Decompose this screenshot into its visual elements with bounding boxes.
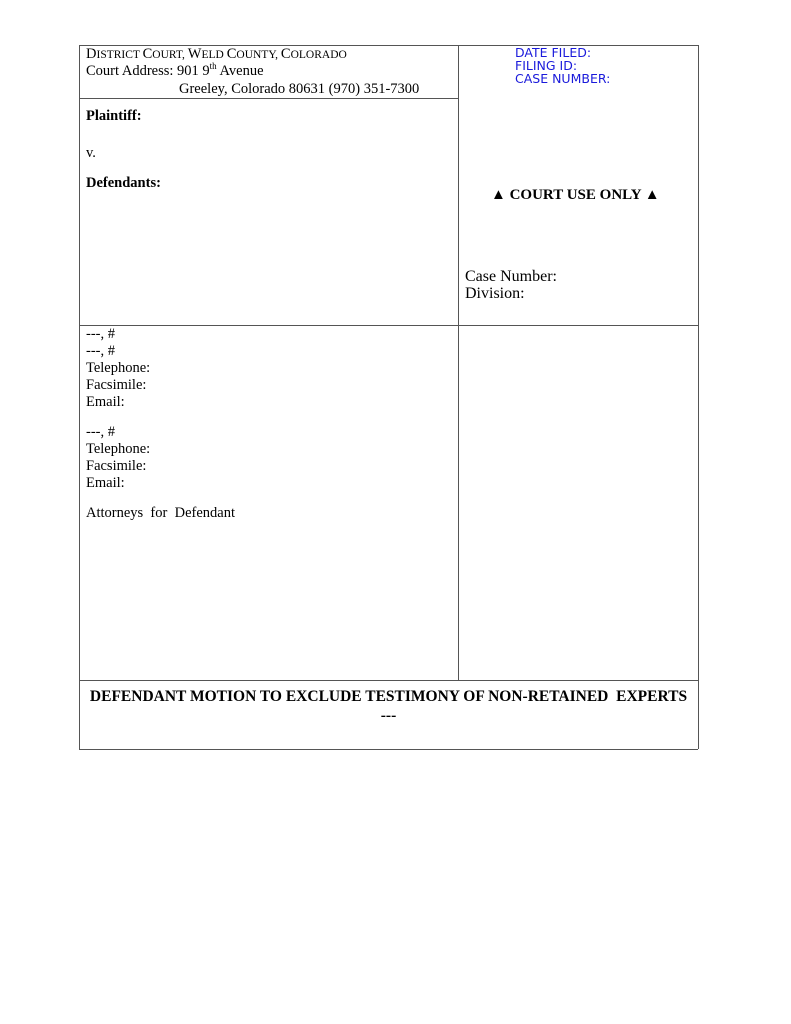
attorney-name-3: ---, # bbox=[86, 424, 115, 440]
court-address: Court Address: 901 9th Avenue bbox=[86, 61, 264, 79]
court-name: DISTRICT COURT, WELD COUNTY, COLORADO bbox=[86, 46, 347, 62]
email-label-1: Email: bbox=[86, 394, 125, 410]
attorneys-for-defendant: Attorneys for Defendant bbox=[86, 505, 235, 521]
case-number-stamp: CASE NUMBER: bbox=[515, 71, 611, 86]
filing-id-stamp: FILING ID: bbox=[515, 58, 578, 73]
versus-label: v. bbox=[86, 145, 96, 161]
document-subtitle: --- bbox=[380, 707, 397, 724]
caption-bottom-border bbox=[79, 749, 698, 750]
attorney-name-2: ---, # bbox=[86, 343, 115, 359]
defendants-label: Defendants: bbox=[86, 175, 161, 191]
facsimile-label-2: Facsimile: bbox=[86, 458, 147, 474]
date-filed-stamp: DATE FILED: bbox=[515, 45, 592, 60]
email-label-2: Email: bbox=[86, 475, 125, 491]
parties-attorneys-divider bbox=[79, 325, 698, 326]
facsimile-label-1: Facsimile: bbox=[86, 377, 147, 393]
court-address-city: Greeley, Colorado 80631 (970) 351-7300 bbox=[179, 81, 420, 97]
court-use-only-label: ▲ COURT USE ONLY ▲ bbox=[491, 187, 660, 203]
division-label: Division: bbox=[465, 285, 525, 302]
court-header-divider bbox=[79, 98, 458, 99]
caption-right-border bbox=[698, 45, 699, 749]
telephone-label-1: Telephone: bbox=[86, 360, 151, 376]
caption-left-border bbox=[79, 45, 80, 749]
case-number-label: Case Number: bbox=[465, 268, 557, 285]
document-title: DEFENDANT MOTION TO EXCLUDE TESTIMONY OF NON-RETAINED EXPERTS bbox=[89, 688, 688, 705]
attorney-name-1: ---, # bbox=[86, 326, 115, 342]
plaintiff-label: Plaintiff: bbox=[86, 108, 142, 124]
telephone-label-2: Telephone: bbox=[86, 441, 151, 457]
attorneys-title-divider bbox=[79, 680, 698, 681]
caption-middle-divider bbox=[458, 45, 459, 680]
